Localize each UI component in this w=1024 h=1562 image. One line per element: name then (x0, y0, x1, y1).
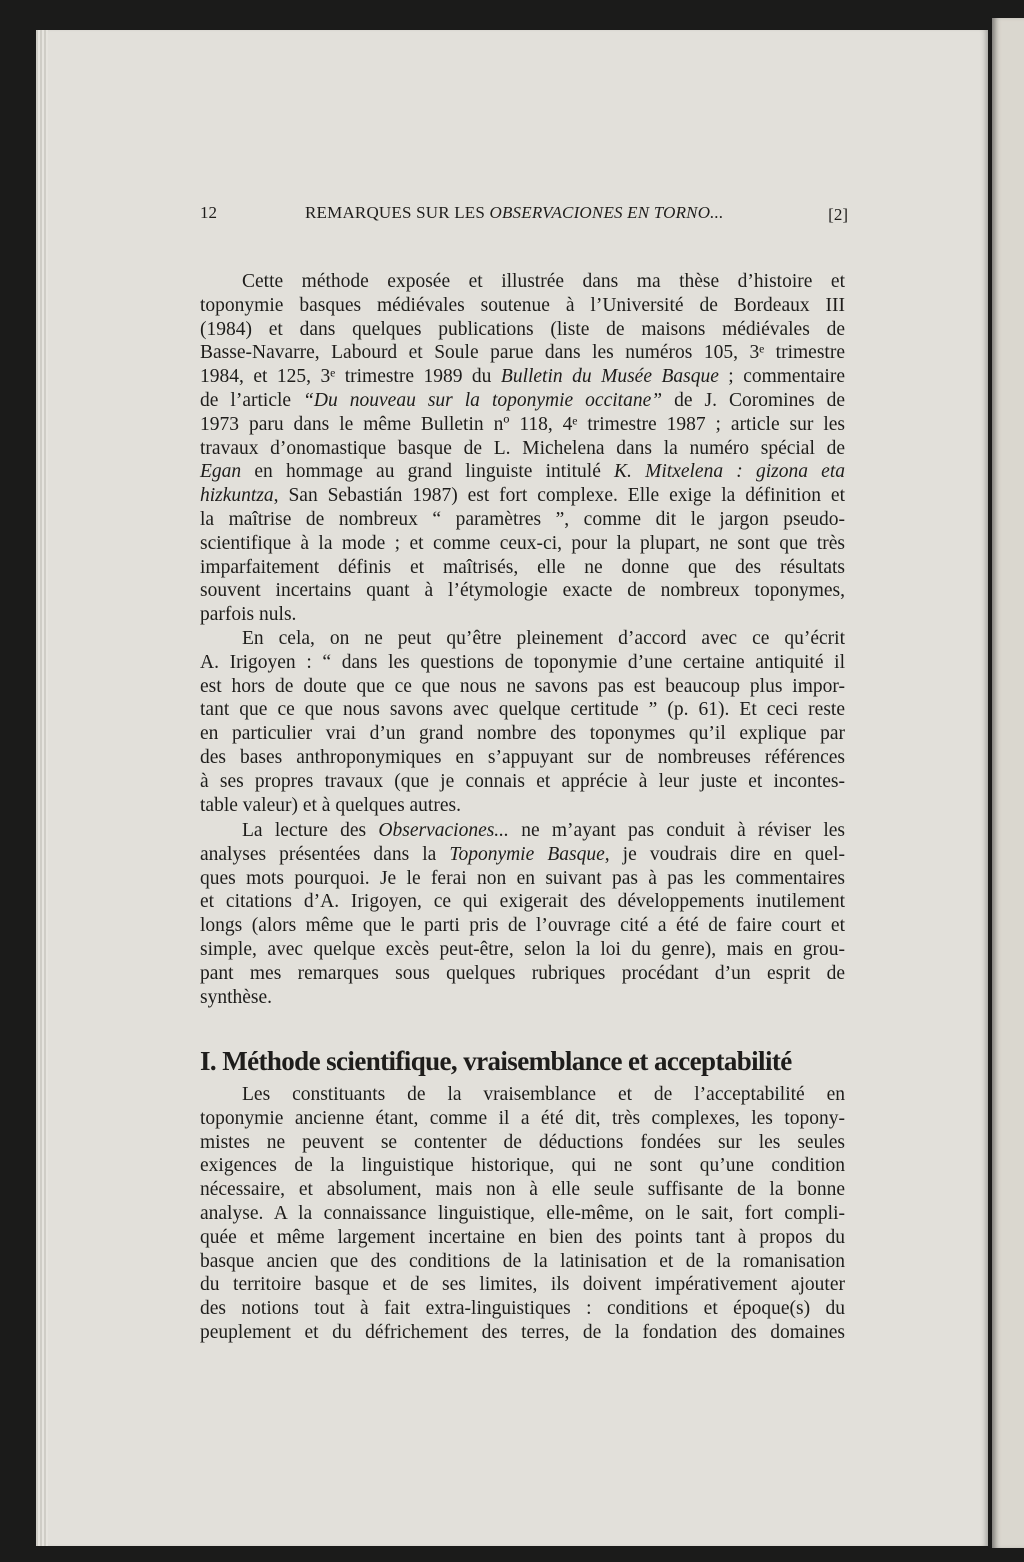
text-line (200, 1273, 845, 1297)
text-line (200, 651, 845, 675)
text-run: Basse-Navarre, Labourd et Soule parue dans les numéros 105, 3ᵉ trimestre (200, 342, 845, 364)
text-line (200, 484, 845, 508)
page-stack-edge (36, 30, 48, 1546)
text-line (200, 843, 845, 867)
text-line (200, 819, 845, 843)
text-line (200, 914, 845, 938)
text-run: quée et même largement incertaine en bien des points tant à propos du (200, 1226, 845, 1248)
text-run: travaux d’onomastique basque de L. Michelena dans la numéro spécial de (200, 437, 845, 459)
text-line (200, 1083, 845, 1107)
text-line (200, 1250, 845, 1274)
text-run: Cette méthode exposée et illustrée dans ma thèse d’histoire et (242, 271, 845, 292)
text-run: est hors de doute que ce que nous ne savons pas est beaucoup plus impor- (200, 675, 845, 697)
text-line (200, 389, 845, 413)
text-run: La lecture des (242, 820, 379, 841)
paragraph (200, 627, 845, 817)
italic-text: Bulletin du Musée Basque (500, 366, 719, 388)
text-run: souvent incertains quant à l’étymologie exacte de nombreux toponymes, (200, 580, 845, 602)
text-run: pant mes remarques sous quelques rubriques procédant d’un esprit de (200, 962, 845, 984)
text-run: analyses présentées dans la (200, 843, 450, 865)
text-run: de J. Coromines de (662, 389, 845, 411)
text-run: et citations d’A. Irigoyen, ce qui exigerait des développements inutilement (200, 891, 845, 913)
text-run: peuplement et du défrichement des terres, de la fondation des domaines (200, 1321, 845, 1343)
text-run: en hommage au grand linguiste intitulé (241, 461, 615, 483)
text-run: longs (alors même que le parti pris de l’ouvrage cité a été de faire court et (200, 915, 845, 937)
paragraph (200, 1083, 845, 1345)
text-run: En cela, on ne peut qu’être pleinement d’accord avec ce qu’écrit (242, 628, 845, 649)
text-run: (1984) et dans quelques publications (liste de maisons médiévales de (200, 318, 845, 340)
text-run: ne m’ayant pas conduit à réviser les (508, 820, 845, 841)
running-header (200, 203, 848, 227)
text-run: basque ancien que des conditions de la latinisation et de la romanisation (200, 1250, 845, 1272)
text-run: , San Sebastián 1987) est fort complexe. Elle exige la définition et (273, 485, 845, 507)
text-run: 1973 paru dans le même Bulletin nº 118, 4ᵉ trimestre 1987 ; article sur les (200, 413, 845, 435)
text-line (200, 1131, 845, 1155)
running-title-italic: OBSERVACIONES EN TORNO... (489, 203, 724, 222)
next-page-edge (992, 18, 1024, 1548)
text-run: A. Irigoyen : “ dans les questions de toponymie d’une certaine antiquité il (200, 651, 845, 673)
text-line (200, 437, 845, 461)
text-run: synthèse. (200, 986, 273, 1008)
text-line (200, 627, 845, 651)
text-line (200, 890, 845, 914)
text-run: analyse. A la connaissance linguistique, elle-même, on le sait, fort compli- (200, 1202, 845, 1224)
running-title-prefix: REMARQUES SUR LES (305, 203, 490, 222)
text-run: Les constituants de la vraisemblance et de l’acceptabilité en (242, 1084, 845, 1105)
text-line (200, 1297, 845, 1321)
text-run: tant que ce que nous savons avec quelque certitude ” (p. 61). Et ceci reste (200, 699, 845, 721)
text-line (200, 938, 845, 962)
paragraph (200, 819, 845, 1009)
text-run: de l’article (200, 389, 304, 411)
text-line (200, 986, 845, 1010)
text-line (200, 365, 845, 389)
text-run: nécessaire, et absolument, mais non à elle seule suffisante de la bonne (200, 1179, 845, 1201)
text-run: simple, avec quelque excès peut-être, selon la loi du genre), mais en grou- (200, 938, 845, 960)
text-run: toponymie basques médiévales soutenue à l’Université de Bordeaux III (200, 294, 845, 316)
section-heading: I. Méthode scientifique, vraisemblance et acceptabilité (200, 1046, 792, 1076)
text-line (200, 603, 845, 627)
text-run: , je voudrais dire en quel- (604, 843, 845, 865)
text-line (200, 770, 845, 794)
text-run: toponymie ancienne étant, comme il a été dit, très complexes, les topony- (200, 1107, 845, 1129)
text-line (200, 962, 845, 986)
italic-text: hizkuntza (200, 485, 274, 507)
italic-text: “Du nouveau sur la toponymie occitane” (303, 389, 663, 411)
text-run: parfois nuls. (200, 604, 297, 626)
text-run: imparfaitement définis et maîtrisés, elle ne donne que des résultats (200, 556, 845, 578)
text-run: des notions tout à fait extra-linguistiques : conditions et époque(s) du (200, 1298, 845, 1320)
running-title (305, 203, 724, 223)
italic-text: Toponymie Basque (449, 843, 605, 865)
text-line (200, 1178, 845, 1202)
text-run: en particulier vrai d’un grand nombre des toponymes qu’il explique par (200, 723, 845, 745)
text-run: du territoire basque et de ses limites, ils doivent impérativement ajouter (200, 1274, 845, 1296)
text-run: scientifique à la mode ; et comme ceux-ci, pour la plupart, ne sont que très (200, 532, 845, 554)
italic-text: Egan (200, 461, 242, 483)
text-line (200, 532, 845, 556)
text-line (200, 698, 845, 722)
text-line (200, 579, 845, 603)
text-line (200, 1226, 845, 1250)
text-line (200, 508, 845, 532)
text-line (200, 556, 845, 580)
text-run: des bases anthroponymiques en s’appuyant sur de nombreuses références (200, 746, 845, 768)
paragraph (200, 270, 845, 627)
text-line (200, 675, 845, 699)
italic-text: Observaciones... (378, 820, 509, 841)
page-number: 12 (200, 203, 217, 222)
text-line (200, 1321, 845, 1345)
text-run: exigences de la linguistique historique, qui ne sont qu’une condition (200, 1155, 845, 1177)
text-run: à ses propres travaux (que je connais et apprécie à leur juste et incontes- (200, 770, 845, 792)
text-line (200, 746, 845, 770)
text-run: ; commentaire (718, 366, 845, 388)
text-line (200, 294, 845, 318)
text-line (200, 270, 845, 294)
text-line (200, 722, 845, 746)
text-line (200, 460, 845, 484)
text-line (200, 1202, 845, 1226)
text-run: ques mots pourquoi. Je le ferai non en suivant pas à pas les commentaires (200, 867, 845, 889)
text-line (200, 794, 845, 818)
section-marker: [2] (828, 205, 848, 224)
text-line (200, 341, 845, 365)
text-run: table valeur) et à quelques autres. (200, 794, 461, 816)
text-run: mistes ne peuvent se contenter de déductions fondées sur les seules (200, 1131, 845, 1153)
text-line (200, 1107, 845, 1131)
text-line (200, 867, 845, 891)
text-line (200, 1154, 845, 1178)
text-line (200, 318, 845, 342)
text-run: la maîtrise de nombreux “ paramètres ”, comme dit le jargon pseudo- (200, 508, 845, 530)
text-line (200, 413, 845, 437)
text-run: 1984, et 125, 3ᵉ trimestre 1989 du (200, 366, 501, 388)
italic-text: K. Mitxelena : gizona eta (614, 461, 845, 483)
